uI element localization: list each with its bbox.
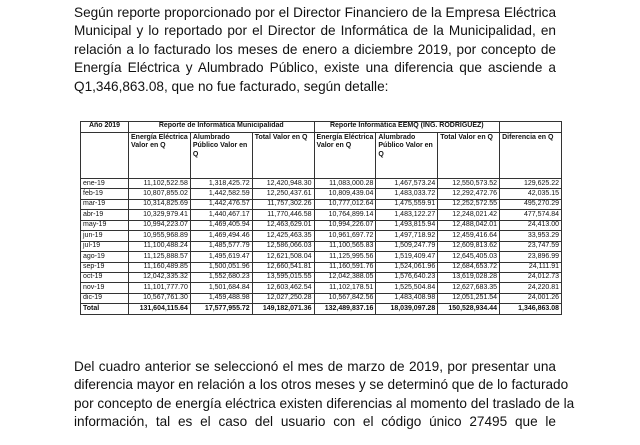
closing-line: información, tal es el caso del usuario con el código único 27495 que le <box>74 414 556 430</box>
municipal-energia-cell: 12,042,335.32 <box>129 272 191 282</box>
month-cell: feb-19 <box>81 189 129 199</box>
month-cell: ago-19 <box>81 252 129 262</box>
table-row <box>81 231 562 241</box>
municipal-energia-header: Energía Eléctrica Valor en Q <box>129 133 191 179</box>
municipal-total-cell: 11,757,302.26 <box>252 199 314 209</box>
table-row <box>81 293 562 303</box>
municipal-energia-cell: 10,329,979.41 <box>129 210 191 220</box>
municipal-energia-cell: 11,101,777.70 <box>129 283 191 293</box>
table-row <box>81 179 562 189</box>
diferencia-cell: 24,012.73 <box>500 272 562 282</box>
municipal-alumbrado-cell: 1,485,577.79 <box>190 241 252 251</box>
eemq-alumbrado-cell: 1,525,504.84 <box>376 283 438 293</box>
eemq-energia-cell: 10,567,842.56 <box>314 293 376 303</box>
municipal-alumbrado-cell: 1,469,494.46 <box>190 231 252 241</box>
municipal-alumbrado-cell: 1,440,467.17 <box>190 210 252 220</box>
municipal-total-cell: 12,660,541.81 <box>252 262 314 272</box>
diferencia-cell: 24,001.26 <box>500 293 562 303</box>
municipal-energia-cell: 10,994,223.07 <box>129 220 191 230</box>
eemq-energia-cell: 10,809,439.04 <box>314 189 376 199</box>
table-row <box>81 189 562 199</box>
closing-line: Del cuadro anterior se seleccionó el mes de marzo de 2019, por presentar una <box>74 359 556 374</box>
municipal-energia-cell: 11,102,522.58 <box>129 179 191 189</box>
diferencia-cell: 24,220.81 <box>500 283 562 293</box>
eemq-alumbrado-cell: 1,483,033.72 <box>376 189 438 199</box>
table-group-header-row <box>81 122 562 133</box>
municipal-alumbrado-cell: 1,442,582.59 <box>190 189 252 199</box>
blank-header-cell <box>500 122 562 133</box>
municipal-energia-cell: 11,160,489.85 <box>129 262 191 272</box>
eemq-total-cell: 12,550,573.52 <box>438 179 500 189</box>
table-body <box>81 179 562 315</box>
eemq-energia-cell: 11,100,565.83 <box>314 241 376 251</box>
month-cell: Total <box>81 304 129 314</box>
eemq-energia-cell: 132,489,837.16 <box>314 304 376 314</box>
municipal-total-cell: 12,420,948.30 <box>252 179 314 189</box>
municipal-energia-cell: 11,125,888.57 <box>129 252 191 262</box>
diferencia-cell: 24,413.00 <box>500 220 562 230</box>
eemq-energia-cell: 12,042,388.05 <box>314 272 376 282</box>
eemq-total-cell: 12,292,472.76 <box>438 189 500 199</box>
municipal-alumbrado-cell: 1,500,051.96 <box>190 262 252 272</box>
diferencia-cell: 23,747.59 <box>500 241 562 251</box>
month-cell: nov-19 <box>81 283 129 293</box>
municipal-total-header: Total Valor en Q <box>252 133 314 179</box>
diferencia-cell: 23,896.99 <box>500 252 562 262</box>
closing-line: diferencia mayor en relación a los otros meses y se determinó que de lo facturado <box>74 377 569 393</box>
intro-line: Según reporte proporcionado por el Director Financiero de la Empresa Eléctrica <box>74 5 556 20</box>
eemq-total-cell: 12,609,813.62 <box>438 241 500 251</box>
month-cell: jun-19 <box>81 231 129 241</box>
eemq-total-cell: 12,627,683.35 <box>438 283 500 293</box>
municipal-energia-cell: 10,567,761.30 <box>129 293 191 303</box>
eemq-energia-cell: 11,083,000.28 <box>314 179 376 189</box>
municipal-total-cell: 149,182,071.36 <box>252 304 314 314</box>
eemq-alumbrado-header: Alumbrado Público Valor en Q <box>376 133 438 179</box>
month-cell: mar-19 <box>81 199 129 209</box>
eemq-energia-header: Energía Eléctrica Valor en Q <box>314 133 376 179</box>
eemq-total-cell: 13,619,028.28 <box>438 272 500 282</box>
eemq-energia-cell: 10,777,012.64 <box>314 199 376 209</box>
diferencia-cell: 24,111.91 <box>500 262 562 272</box>
blank-header-cell <box>81 133 129 179</box>
municipal-alumbrado-cell: 1,469,405.94 <box>190 220 252 230</box>
municipal-total-cell: 12,621,508.04 <box>252 252 314 262</box>
year-header: Año 2019 <box>81 122 129 133</box>
eemq-alumbrado-cell: 1,483,408.98 <box>376 293 438 303</box>
table-column-header-row <box>81 133 562 179</box>
table-row <box>81 262 562 272</box>
eemq-energia-cell: 11,125,995.56 <box>314 252 376 262</box>
eemq-alumbrado-cell: 1,519,409.47 <box>376 252 438 262</box>
eemq-energia-cell: 11,102,178.51 <box>314 283 376 293</box>
table-row <box>81 283 562 293</box>
table-row <box>81 272 562 282</box>
intro-line: Municipal y lo reportado por el Director de Informática de la Municipalidad, en <box>74 23 556 39</box>
eemq-total-cell: 12,684,653.72 <box>438 262 500 272</box>
month-cell: may-19 <box>81 220 129 230</box>
eemq-energia-cell: 10,961,697.72 <box>314 231 376 241</box>
municipal-alumbrado-cell: 1,495,619.47 <box>190 252 252 262</box>
intro-line: Energía Eléctrica y Alumbrado Público, existe una diferencia que asciende a <box>74 60 556 76</box>
eemq-total-cell: 12,645,405.03 <box>438 252 500 262</box>
diferencia-cell: 42,035.15 <box>500 189 562 199</box>
eemq-total-cell: 12,248,021.42 <box>438 210 500 220</box>
diferencia-cell: 33,953.29 <box>500 231 562 241</box>
diferencia-header: Diferencia en Q <box>500 133 562 179</box>
month-cell: abr-19 <box>81 210 129 220</box>
table-total-row <box>81 304 562 314</box>
municipal-report-header: Reporte de Informática Municipalidad <box>129 122 315 133</box>
billing-comparison-table <box>80 121 562 315</box>
eemq-total-cell: 150,528,934.44 <box>438 304 500 314</box>
municipal-total-cell: 12,250,437.61 <box>252 189 314 199</box>
table-row <box>81 241 562 251</box>
month-cell: dic-19 <box>81 293 129 303</box>
municipal-alumbrado-cell: 1,552,680.23 <box>190 272 252 282</box>
municipal-total-cell: 12,586,066.03 <box>252 241 314 251</box>
eemq-total-cell: 12,051,251.54 <box>438 293 500 303</box>
diferencia-cell: 129,625.22 <box>500 179 562 189</box>
eemq-energia-cell: 10,994,226.07 <box>314 220 376 230</box>
month-cell: sep-19 <box>81 262 129 272</box>
eemq-alumbrado-cell: 1,576,640.23 <box>376 272 438 282</box>
eemq-total-header: Total Valor en Q <box>438 133 500 179</box>
municipal-energia-cell: 10,314,825.69 <box>129 199 191 209</box>
month-cell: oct-19 <box>81 272 129 282</box>
table-row <box>81 252 562 262</box>
table-row <box>81 210 562 220</box>
closing-paragraph <box>74 358 575 432</box>
municipal-total-cell: 12,603,462.54 <box>252 283 314 293</box>
month-cell: jul-19 <box>81 241 129 251</box>
month-cell: ene-19 <box>81 179 129 189</box>
eemq-alumbrado-cell: 1,483,122.27 <box>376 210 438 220</box>
municipal-energia-cell: 131,604,115.64 <box>129 304 191 314</box>
closing-line: por concepto de energía eléctrica existen diferencias al momento del traslado de la <box>74 395 575 411</box>
diferencia-cell: 1,346,863.08 <box>500 304 562 314</box>
eemq-alumbrado-cell: 1,524,061.96 <box>376 262 438 272</box>
intro-line: relación a lo facturado los meses de enero a diciembre 2019, por concepto de <box>74 41 556 57</box>
municipal-energia-cell: 11,100,488.24 <box>129 241 191 251</box>
eemq-alumbrado-cell: 1,497,718.92 <box>376 231 438 241</box>
table-row <box>81 220 562 230</box>
eemq-alumbrado-cell: 1,493,815.94 <box>376 220 438 230</box>
municipal-alumbrado-cell: 1,459,488.98 <box>190 293 252 303</box>
eemq-energia-cell: 11,160,591.76 <box>314 262 376 272</box>
eemq-energia-cell: 10,764,899.14 <box>314 210 376 220</box>
diferencia-cell: 477,574.84 <box>500 210 562 220</box>
municipal-total-cell: 12,463,629.01 <box>252 220 314 230</box>
municipal-total-cell: 11,770,446.58 <box>252 210 314 220</box>
eemq-total-cell: 12,459,416.64 <box>438 231 500 241</box>
intro-paragraph <box>74 4 556 96</box>
municipal-total-cell: 12,425,463.35 <box>252 231 314 241</box>
municipal-alumbrado-cell: 1,442,476.57 <box>190 199 252 209</box>
intro-line: Q1,346,863.08, que no fue facturado, según detalle: <box>74 78 389 94</box>
municipal-energia-cell: 10,807,855.02 <box>129 189 191 199</box>
eemq-report-header: Reporte Informática EEMQ (ING. RODRIGUEZ) <box>314 122 500 133</box>
municipal-alumbrado-header: Alumbrado Público Valor en Q <box>190 133 252 179</box>
diferencia-cell: 495,270.29 <box>500 199 562 209</box>
eemq-total-cell: 12,488,042.01 <box>438 220 500 230</box>
municipal-total-cell: 13,595,015.55 <box>252 272 314 282</box>
municipal-alumbrado-cell: 1,318,425.72 <box>190 179 252 189</box>
table-row <box>81 199 562 209</box>
municipal-energia-cell: 10,955,968.89 <box>129 231 191 241</box>
municipal-total-cell: 12,027,250.28 <box>252 293 314 303</box>
municipal-alumbrado-cell: 17,577,955.72 <box>190 304 252 314</box>
eemq-alumbrado-cell: 1,467,573.24 <box>376 179 438 189</box>
eemq-total-cell: 12,252,572.55 <box>438 199 500 209</box>
municipal-alumbrado-cell: 1,501,684.84 <box>190 283 252 293</box>
eemq-alumbrado-cell: 1,475,559.91 <box>376 199 438 209</box>
eemq-alumbrado-cell: 1,509,247.79 <box>376 241 438 251</box>
eemq-alumbrado-cell: 18,039,097.28 <box>376 304 438 314</box>
